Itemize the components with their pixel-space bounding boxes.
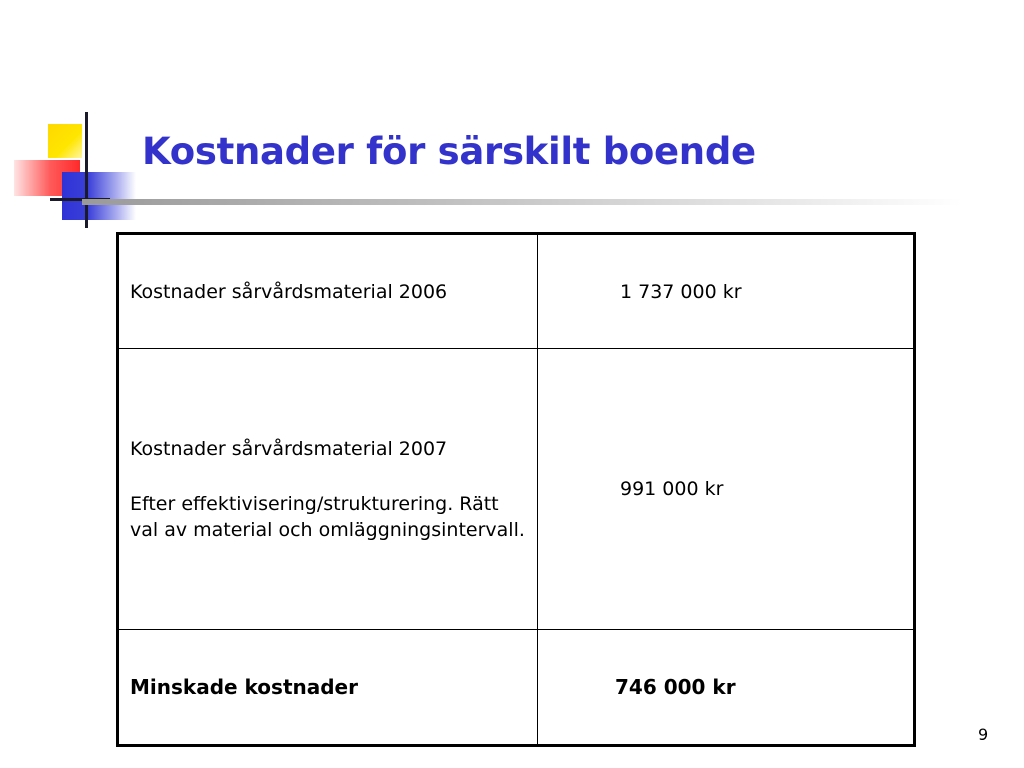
table-cell-label bbox=[118, 630, 538, 746]
cost-table bbox=[116, 232, 916, 747]
row-note: Efter effektivisering/strukturering. Rätt val av material och omläggningsintervall. bbox=[130, 492, 525, 541]
table-cell-value bbox=[538, 630, 915, 746]
table-cell-value bbox=[538, 349, 915, 630]
logo-vertical-line bbox=[85, 112, 88, 228]
slide-title: Kostnader för särskilt boende bbox=[142, 130, 756, 173]
logo-yellow-square bbox=[48, 124, 82, 158]
table-row bbox=[118, 349, 915, 630]
page-number: 9 bbox=[978, 725, 989, 744]
title-underline-rule bbox=[82, 199, 962, 205]
table-cell-label bbox=[118, 234, 538, 349]
table-cell-value bbox=[538, 234, 915, 349]
total-label: Minskade kostnader bbox=[130, 675, 358, 699]
row-label: Kostnader sårvårdsmaterial 2006 bbox=[130, 280, 448, 303]
table-row bbox=[118, 234, 915, 349]
total-value: 746 000 kr bbox=[615, 674, 736, 699]
table-cell-label bbox=[118, 349, 538, 630]
row-label: Kostnader sårvårdsmaterial 2007 bbox=[130, 437, 448, 460]
row-value: 1 737 000 kr bbox=[620, 280, 742, 303]
row-value: 991 000 kr bbox=[620, 478, 724, 500]
logo-blue-square bbox=[62, 172, 136, 220]
table-row bbox=[118, 630, 915, 746]
